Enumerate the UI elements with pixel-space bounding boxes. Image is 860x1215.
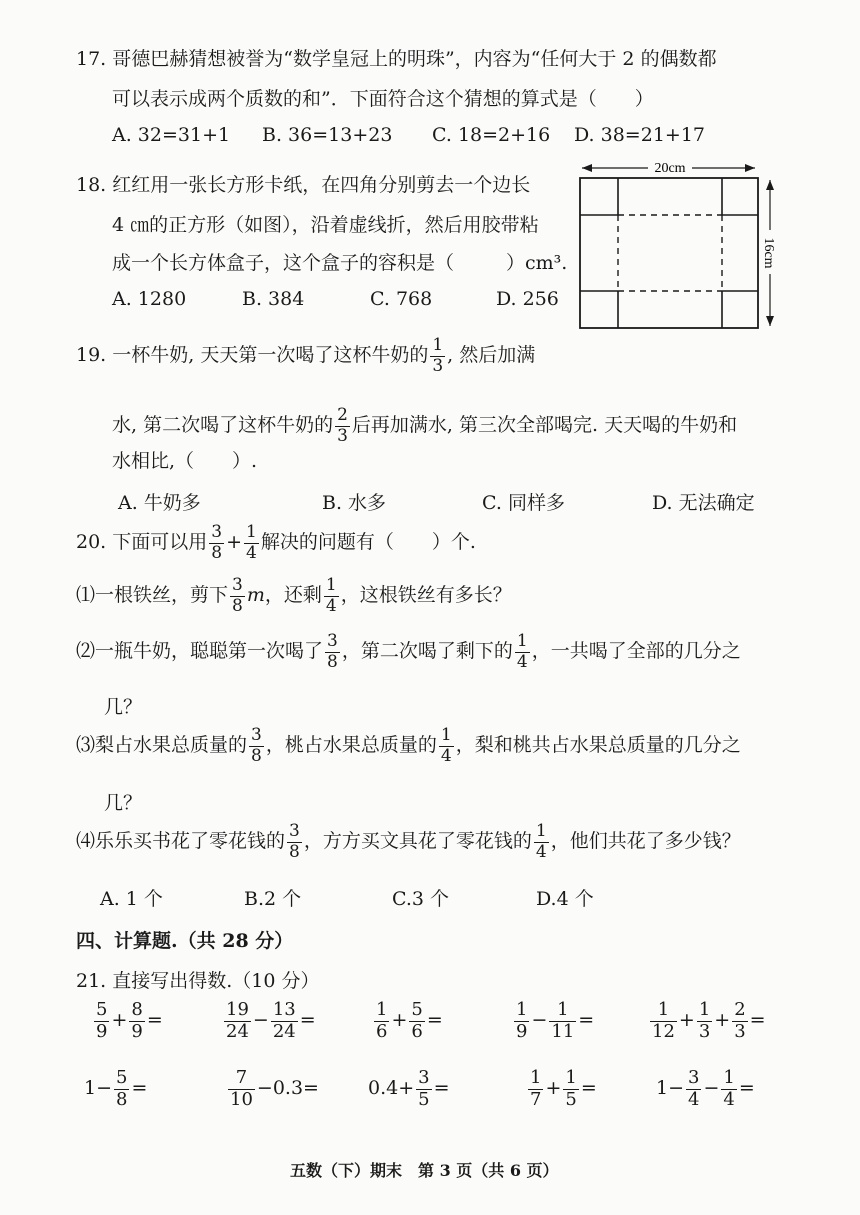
fraction-numerator: 1 <box>530 1067 542 1088</box>
q19-option-c: C. 同样多 <box>482 492 565 514</box>
number-one: 1 <box>84 1077 97 1100</box>
q20-item-4-tail: ，他们共花了多少钱？ <box>550 830 741 853</box>
q20-option-c: C.3 个 <box>392 888 450 910</box>
fraction-numerator: 1 <box>440 725 452 745</box>
minus-sign: − <box>531 1009 548 1032</box>
plus-sign: + <box>398 1077 415 1100</box>
fraction-numerator: 1 <box>376 999 388 1020</box>
q18-line1: 18. 红红用一张长方形卡纸，在四角分别剪去一个边长 <box>76 174 531 196</box>
q19-option-a: A. 牛奶多 <box>118 492 201 514</box>
minus-sign: − <box>252 1009 269 1032</box>
fraction-3-8 <box>230 576 245 616</box>
fraction-denominator: 3 <box>698 1020 711 1042</box>
decimal-value: 0.3 <box>272 1077 304 1100</box>
fraction-denominator: 4 <box>535 841 547 862</box>
fraction-numerator: 3 <box>688 1067 700 1088</box>
fraction-denominator: 8 <box>116 1088 128 1110</box>
fraction-denominator: 8 <box>289 841 300 862</box>
q20-option-d: D.4 个 <box>536 888 594 910</box>
fraction-denominator: 6 <box>411 1020 423 1042</box>
fraction-numerator: 1 <box>535 821 547 841</box>
fraction-denominator: 6 <box>376 1020 388 1042</box>
fraction-numerator: 1 <box>516 631 528 651</box>
q18-line3 <box>112 248 567 275</box>
fraction-denominator: 12 <box>652 1020 675 1042</box>
fraction-numerator: 3 <box>232 575 243 595</box>
equals-sign: = <box>426 1009 443 1032</box>
fraction-numerator: 3 <box>251 725 262 745</box>
q17-line2: 可以表示成两个质数的和”．下面符合这个猜想的算式是（ ） <box>112 88 654 110</box>
fraction-denominator: 4 <box>516 651 528 672</box>
equals-sign: = <box>580 1077 597 1100</box>
fraction-numerator: 1 <box>246 522 257 542</box>
minus-sign: − <box>703 1077 720 1100</box>
fraction-numerator: 13 <box>272 999 296 1020</box>
q18-line3-a: 成一个长方体盒子，这个盒子的容积是（ <box>112 252 455 274</box>
fraction-numerator: 1 <box>723 1067 735 1088</box>
number-one: 1 <box>656 1077 669 1100</box>
fraction-3-8 <box>249 726 264 766</box>
q19-line2-text: 水, 第二次喝了这杯牛奶的 <box>112 414 334 437</box>
q20-stem <box>76 523 476 563</box>
plus-sign: + <box>226 531 243 554</box>
q19-line1 <box>76 336 535 376</box>
fraction-numerator: 3 <box>289 821 300 841</box>
fraction-denominator: 24 <box>272 1020 296 1042</box>
q18-option-b: B. 384 <box>242 288 305 310</box>
q19-option-b: B. 水多 <box>322 492 387 514</box>
equals-sign: = <box>578 1009 595 1032</box>
fraction-1-3 <box>430 336 445 376</box>
calc-item <box>92 1000 163 1042</box>
q19-line1-text: 19. 一杯牛奶, 天天第一次喝了这杯牛奶的 <box>76 344 429 367</box>
fraction-denominator: 8 <box>251 745 262 766</box>
q19-line3: 水相比,（ ）. <box>112 450 258 472</box>
fraction-1-4 <box>439 726 454 766</box>
equals-sign: = <box>433 1077 450 1100</box>
fraction-numerator: 1 <box>432 335 444 355</box>
q19-option-d: D. 无法确定 <box>652 492 755 514</box>
plus-sign: + <box>714 1009 731 1032</box>
q20-item-3-mid: ，桃占水果总质量的 <box>265 734 437 757</box>
q20-stem-tail: 解决的问题有（ ）个. <box>260 531 476 554</box>
q20-item-1-mid: ，还剩 <box>264 584 322 607</box>
equals-sign: = <box>299 1009 316 1032</box>
q20-stem-text: 20. 下面可以用 <box>76 531 208 554</box>
fraction-numerator: 5 <box>116 1067 128 1088</box>
minus-sign: − <box>256 1077 273 1100</box>
q20-item-4-mid: ，方方买文具花了零花钱的 <box>303 830 532 853</box>
unit-m: m <box>246 584 265 607</box>
q17-option-c: C. 18=2+16 <box>432 124 551 146</box>
fraction-numerator: 1 <box>698 999 711 1020</box>
q18-option-c: C. 768 <box>370 288 433 310</box>
minus-sign: − <box>96 1077 113 1100</box>
q20-item-3 <box>76 726 741 766</box>
calc-item <box>368 1068 450 1110</box>
calc-item <box>648 1000 766 1042</box>
q19-line2 <box>112 406 737 446</box>
calc-item <box>512 1000 594 1042</box>
box-net-figure <box>570 158 790 338</box>
q20-item-3-cont: 几？ <box>104 792 143 814</box>
q18-line3-b: ）cm³. <box>506 252 568 274</box>
q20-item-2-cont: 几？ <box>104 696 143 718</box>
fraction-1-4 <box>244 523 259 563</box>
fraction-denominator: 4 <box>440 745 452 766</box>
q18-option-a: A. 1280 <box>112 288 187 310</box>
fraction-denominator: 9 <box>516 1020 528 1042</box>
section-heading: 四、计算题.（共 28 分） <box>76 930 294 952</box>
page-footer: 五数（下）期末 第 3 页（共 6 页） <box>290 1161 559 1180</box>
equals-sign: = <box>738 1077 755 1100</box>
fraction-denominator: 8 <box>232 595 243 616</box>
fraction-denominator: 9 <box>131 1020 143 1042</box>
q17-option-d: D. 38=21+17 <box>574 124 706 146</box>
fraction-3-8 <box>287 822 302 862</box>
q20-item-2-tail: ，一共喝了全部的几分之 <box>531 640 741 663</box>
fraction-denominator: 24 <box>226 1020 249 1042</box>
q18-option-d: D. 256 <box>496 288 559 310</box>
q20-item-2 <box>76 632 741 672</box>
fraction-numerator: 1 <box>325 575 337 595</box>
calc-item <box>222 1000 316 1042</box>
plus-sign: + <box>678 1009 695 1032</box>
fraction-denominator: 10 <box>230 1088 253 1110</box>
calc-item <box>226 1068 319 1110</box>
fraction-denominator: 4 <box>246 542 257 563</box>
q20-item-2-text: ⑵一瓶牛奶，聪聪第一次喝了 <box>76 640 324 663</box>
q20-item-1-text: ⑴一根铁丝，剪下 <box>76 584 229 607</box>
fraction-numerator: 5 <box>411 999 423 1020</box>
fraction-numerator: 7 <box>228 1068 255 1090</box>
q20-item-4-text: ⑷乐乐买书花了零花钱的 <box>76 830 286 853</box>
q19-line2-tail: 后再加满水, 第三次全部喝完. 天天喝的牛奶和 <box>351 414 738 437</box>
fraction-numerator: 1 <box>650 1000 677 1022</box>
fraction-numerator: 1 <box>549 1000 576 1022</box>
fraction-denominator: 3 <box>734 1020 746 1042</box>
fraction-denominator: 4 <box>723 1088 735 1110</box>
fraction-numerator: 3 <box>211 522 223 542</box>
fraction-denominator: 8 <box>327 651 338 672</box>
fraction-3-8 <box>209 523 224 563</box>
plus-sign: + <box>111 1009 128 1032</box>
q20-item-2-mid: ，第二次喝了剩下的 <box>341 640 513 663</box>
q20-item-1 <box>76 576 512 616</box>
fraction-numerator: 8 <box>131 999 143 1020</box>
q20-option-a: A. 1 个 <box>100 888 163 910</box>
q20-item-3-tail: ，梨和桃共占水果总质量的几分之 <box>455 734 741 757</box>
equals-sign: = <box>146 1009 163 1032</box>
q17-option-b: B. 36=13+23 <box>262 124 393 146</box>
calc-item <box>656 1068 755 1110</box>
minus-sign: − <box>668 1077 685 1100</box>
fraction-1-4 <box>515 632 530 672</box>
fraction-numerator: 1 <box>565 1067 577 1088</box>
fraction-numerator: 2 <box>734 999 746 1020</box>
fraction-denominator: 4 <box>325 595 337 616</box>
fraction-numerator: 2 <box>337 405 348 425</box>
q17-option-a: A. 32=31+1 <box>112 124 231 146</box>
fraction-denominator: 3 <box>432 355 444 376</box>
fraction-denominator: 5 <box>565 1088 577 1110</box>
fraction-numerator: 3 <box>418 1067 430 1088</box>
q20-option-b: B.2 个 <box>244 888 302 910</box>
fraction-numerator: 19 <box>226 999 249 1020</box>
decimal-value: 0.4 <box>368 1077 399 1100</box>
q19-line1-tail: , 然后加满 <box>447 344 536 367</box>
q21-title: 21. 直接写出得数.（10 分） <box>76 970 320 992</box>
q18-line2: 4 ㎝的正方形（如图），沿着虚线折，然后用胶带粘 <box>112 214 539 236</box>
fraction-2-3 <box>335 406 350 446</box>
calc-item <box>372 1000 443 1042</box>
fraction-numerator: 1 <box>516 999 528 1020</box>
fraction-denominator: 3 <box>337 425 348 446</box>
calc-item <box>526 1068 597 1110</box>
fraction-3-8 <box>325 632 340 672</box>
fraction-denominator: 8 <box>211 542 223 563</box>
fig-width-label: 20cm <box>654 161 686 176</box>
fig-height-label: 16cm <box>761 237 776 269</box>
fraction-1-4 <box>534 822 549 862</box>
fraction-denominator: 4 <box>688 1088 700 1110</box>
fraction-denominator: 11 <box>551 1020 575 1042</box>
fraction-1-4 <box>324 576 339 616</box>
equals-sign: = <box>303 1077 319 1100</box>
plus-sign: + <box>545 1077 562 1100</box>
q20-item-3-text: ⑶梨占水果总质量的 <box>76 734 248 757</box>
q20-item-4 <box>76 822 741 862</box>
q20-item-1-tail: ，这根铁丝有多长？ <box>340 584 512 607</box>
fraction-numerator: 3 <box>327 631 338 651</box>
q17-line1: 17. 哥德巴赫猜想被誉为“数学皇冠上的明珠”，内容为“任何大于 2 的偶数都 <box>76 48 717 70</box>
plus-sign: + <box>391 1009 408 1032</box>
fraction-denominator: 9 <box>96 1020 108 1042</box>
fraction-numerator: 5 <box>96 999 108 1020</box>
fraction-denominator: 7 <box>530 1088 542 1110</box>
calc-item <box>84 1068 147 1110</box>
fraction-denominator: 5 <box>418 1088 430 1110</box>
equals-sign: = <box>131 1077 148 1100</box>
equals-sign: = <box>749 1009 766 1032</box>
